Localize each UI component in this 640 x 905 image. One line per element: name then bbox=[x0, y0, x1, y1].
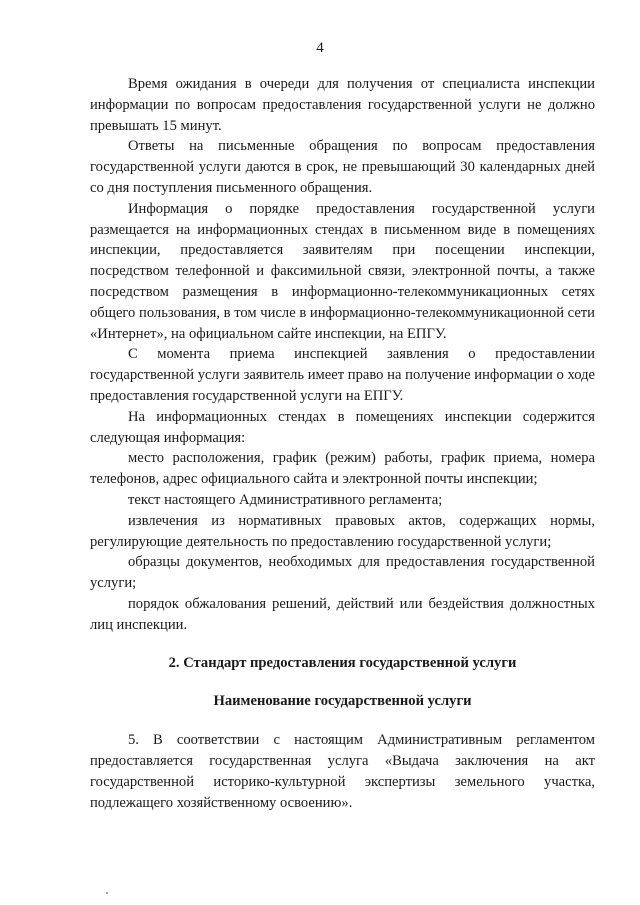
list-item-document-samples: образцы документов, необходимых для предоставления государственной услуги; bbox=[90, 554, 595, 592]
list-item-location: место расположения, график (режим) работы, график приема, номера телефонов, адрес официального сайта и электронной почты инспекции; bbox=[90, 450, 595, 488]
paragraph-service-name: 5. В соответствии с настоящим Административным регламентом предоставляется государственная услуга «Выдача заключения на акт государственной историко-культурной экспертизы земельного участка, подлежащего хозяйственному освоению». bbox=[90, 732, 595, 811]
paragraph-waiting-time: Время ожидания в очереди для получения от специалиста инспекции информации по вопросам предоставления государственной услуги не должно превышать 15 минут. bbox=[90, 76, 595, 134]
list-item-legal-extracts: извлечения из нормативных правовых актов, содержащих нормы, регулирующие деятельность по предоставлению государственной услуги; bbox=[90, 512, 595, 550]
document-body bbox=[90, 74, 595, 813]
paragraph-stands-intro: На информационных стендах в помещениях инспекции содержится следующая информация: bbox=[90, 408, 595, 446]
scan-speck bbox=[106, 892, 108, 894]
section-heading: 2. Стандарт предоставления государственной услуги bbox=[168, 654, 517, 671]
list-item-appeal-procedure: порядок обжалования решений, действий или бездействия должностных лиц инспекции. bbox=[90, 595, 595, 633]
list-item-regulation-text: текст настоящего Административного регламента; bbox=[128, 491, 443, 508]
paragraph-information-placement: Информация о порядке предоставления государственной услуги размещается на информационных стендах в письменном виде в помещениях инспекции, предоставляется заявителям при посещении инспекции, посредством телефонной и факсимильной связи, электронной почты, а также посредством размещения в информационно-телекоммуникационных сетях общего пользования, в том числе в информационно-телекоммуникационной сети «Интернет», на официальном сайте инспекции, на ЕПГУ. bbox=[90, 200, 595, 342]
subheading: Наименование государственной услуги bbox=[213, 693, 472, 710]
page-number: 4 bbox=[316, 40, 324, 56]
paragraph-written-responses: Ответы на письменные обращения по вопросам предоставления государственной услуги даются в срок, не превышающий 30 календарных дней со дня поступления письменного обращения. bbox=[90, 138, 595, 196]
paragraph-status-info: С момента приема инспекцией заявления о предоставлении государственной услуги заявитель имеет право на получение информации о ходе предоставления государственной услуги на ЕПГУ. bbox=[90, 346, 595, 404]
